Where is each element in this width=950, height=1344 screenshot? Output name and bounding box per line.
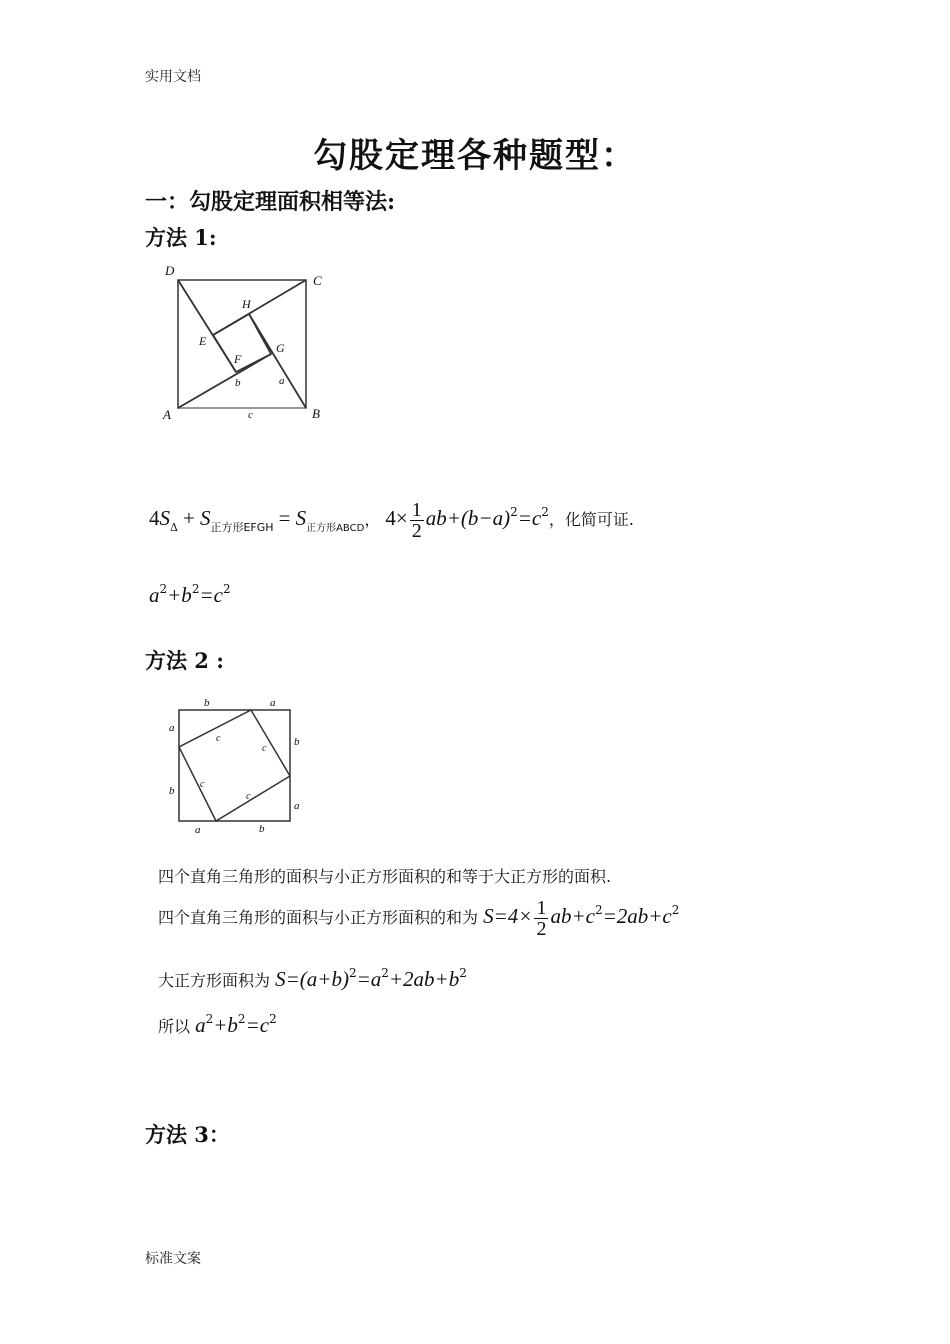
method2-label: 方法 2 : [145, 648, 224, 673]
method2-line3: 大正方形面积为 $S=(a+b)^2=a^2+2ab+b^2$ [158, 966, 467, 991]
label-H: H [242, 297, 251, 311]
label-c-4: c [246, 791, 251, 802]
figure-method2 [164, 692, 314, 837]
label-a-right: a [294, 800, 300, 812]
label-b-top: b [204, 697, 210, 709]
label-B: B [312, 406, 320, 421]
method1-label: 方法 1: [145, 225, 217, 250]
page-title: 勾股定理各种题型： [313, 136, 637, 176]
label-a-top: a [270, 697, 276, 709]
label-b-bottom: b [259, 823, 265, 835]
label-a-bottom: a [195, 824, 201, 836]
label-b: b [235, 377, 241, 389]
outer-square [179, 710, 290, 821]
label-c-1: c [216, 733, 221, 744]
label-c-2: c [262, 743, 267, 754]
label-F: F [234, 352, 242, 366]
label-b-right: b [294, 736, 300, 748]
method2-line2: 四个直角三角形的面积与小正方形面积的和为 S=4× $\frac{1}{2}$ $ab+c^2=2ab+c^2$ [158, 897, 680, 940]
equation-pythagorean: $a^2+b^2=c^2$ [149, 582, 231, 607]
equation-area: $4S_\Delta + S_{正方形EFGH} = S_{正方形ABCD}$， 4× $\frac{1}{2}$ $ab+(b-a)^2=c^2$，化简可证. [149, 499, 634, 542]
page-header: 实用文档 [145, 69, 201, 85]
label-D: D [165, 263, 175, 278]
label-C: C [313, 273, 322, 288]
figure-method1 [158, 260, 338, 426]
inner-square [179, 710, 290, 821]
section-heading: 一：勾股定理面积相等法: [145, 189, 396, 215]
page-footer: 标准文案 [145, 1251, 201, 1267]
method2-line1: 四个直角三角形的面积与小正方形面积的和等于大正方形的面积. [158, 867, 612, 886]
label-E: E [199, 334, 207, 348]
label-c: c [248, 409, 253, 421]
label-b-left: b [169, 785, 175, 797]
label-c-3: c [200, 779, 205, 790]
label-a: a [279, 375, 285, 387]
label-a-left: a [169, 722, 175, 734]
label-A: A [163, 407, 171, 422]
label-G: G [276, 341, 285, 355]
square-efgh [213, 314, 271, 372]
method2-line4: 所以 $a^2+b^2=c^2$ [158, 1012, 277, 1037]
method3-label: 方法 3： [145, 1122, 230, 1147]
